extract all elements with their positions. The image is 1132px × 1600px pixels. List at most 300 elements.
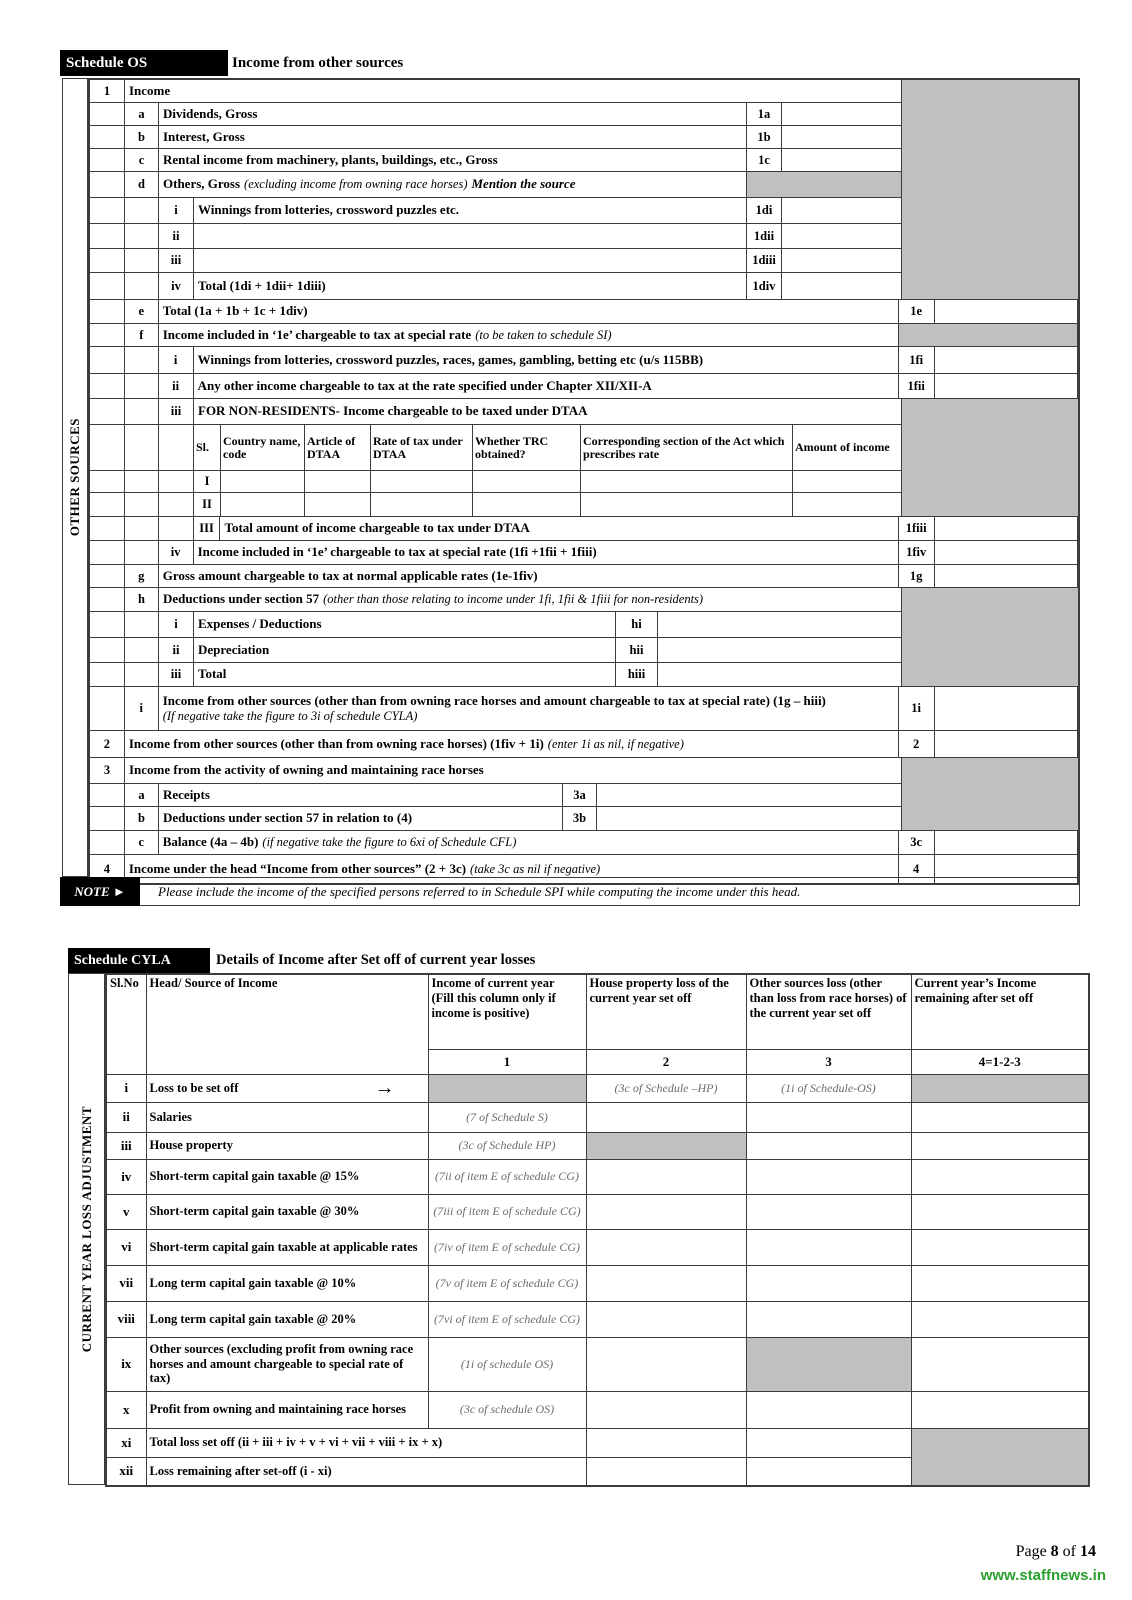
cyla-viii-col2[interactable] (586, 1301, 746, 1337)
cyla-v-col3[interactable] (746, 1194, 911, 1229)
colnum-2: 2 (586, 1049, 746, 1074)
row3c-label (159, 831, 899, 854)
row1f-letter: f (125, 324, 159, 346)
row1i-label (159, 687, 899, 730)
cyla-side-column (68, 973, 105, 1485)
table-row (90, 687, 1078, 731)
input-1b[interactable] (782, 126, 902, 148)
cyla-vi-col3[interactable] (746, 1229, 911, 1265)
dtaa-II-trc[interactable] (473, 493, 581, 516)
page-word: Page (1015, 1543, 1047, 1560)
row1b-text: Interest, Gross (163, 128, 245, 144)
row1fii-text: Any other income chargeable to tax at the rate specified under Chapter XII/XII-A (197, 377, 652, 393)
dtaa-II-amount[interactable] (793, 493, 902, 516)
row1-label (125, 80, 902, 102)
input-1a[interactable] (782, 103, 902, 125)
spacer (90, 198, 125, 223)
dtaa-col-amount: Amount of income (793, 425, 902, 470)
dtaa-I-country[interactable] (221, 471, 305, 492)
spacer (125, 663, 159, 686)
spacer (125, 638, 159, 662)
of-word: of (1062, 1543, 1076, 1560)
cyla-col-head: Head/ Source of Income (146, 974, 428, 1074)
row-sl: iii (106, 1132, 146, 1159)
row-sl: vi (106, 1229, 146, 1265)
colnum-1: 1 (428, 1049, 586, 1074)
row1a-letter: a (125, 103, 159, 125)
cyla-ix-col2[interactable] (586, 1337, 746, 1391)
spacer (125, 399, 159, 424)
cyla-vi-col2[interactable] (586, 1229, 746, 1265)
row1-text: Income (129, 82, 171, 98)
os-group-dtaa (90, 399, 1078, 517)
cyla-xii-col3[interactable] (746, 1457, 911, 1486)
table-row (90, 149, 902, 172)
row1e-letter: e (125, 300, 159, 323)
input-1c[interactable] (782, 149, 902, 171)
cyla-v-col2[interactable] (586, 1194, 746, 1229)
spacer (90, 103, 125, 125)
spacer (90, 831, 125, 854)
gray-cell (911, 1428, 1089, 1486)
schedule-cyla-table (105, 973, 1090, 1487)
table-row (90, 347, 1078, 374)
cyla-ix-col4[interactable] (911, 1337, 1089, 1391)
dtaa-II-section[interactable] (581, 493, 793, 516)
row1fiii-rom: iii (159, 399, 194, 424)
cyla-iv-col3[interactable] (746, 1159, 911, 1194)
row-ref: (7vi of item E of schedule CG) (428, 1301, 586, 1337)
row1fiii-label (194, 399, 902, 424)
row1d-letter: d (125, 172, 159, 197)
cyla-col-slno: Sl.No (106, 974, 146, 1074)
gray-cell (428, 1074, 586, 1102)
cyla-vii-col2[interactable] (586, 1265, 746, 1301)
row1f-bold: Income included in ‘1e’ chargeable to tax at special rate (162, 326, 472, 342)
spacer (125, 273, 159, 299)
cyla-row-vii (106, 1265, 1089, 1301)
input-hi[interactable] (658, 612, 902, 637)
rowhi-rom: i (159, 612, 194, 637)
input-1g[interactable] (935, 565, 1078, 587)
gray-cell (586, 1132, 746, 1159)
rowhii-rom: ii (159, 638, 194, 662)
row1f-label (159, 324, 899, 346)
row1fiv-rom: iv (159, 541, 194, 564)
spacer (90, 565, 125, 587)
table-row (90, 198, 902, 224)
row1fiv-code: 1fiv (899, 541, 935, 564)
rowhii-label (194, 638, 616, 662)
spacer (90, 347, 125, 373)
row3a-letter: a (125, 784, 159, 806)
row1div-rom: iv (159, 273, 194, 299)
cyla-row-v (106, 1194, 1089, 1229)
row1b-code: 1b (747, 126, 782, 148)
row1g-label (159, 565, 899, 587)
spacer (90, 300, 125, 323)
spacer (159, 493, 194, 516)
schedule-os-tag: Schedule OS (60, 50, 228, 76)
cyla-iv-col4[interactable] (911, 1159, 1089, 1194)
spacer (90, 425, 125, 470)
table-row (90, 541, 1078, 565)
input-hii[interactable] (658, 638, 902, 662)
gray-cell (899, 324, 1078, 346)
dtaa-row-II (90, 493, 902, 516)
cyla-row-i (106, 1074, 1089, 1102)
cyla-iii-col3[interactable] (746, 1132, 911, 1159)
spacer (125, 198, 159, 223)
spacer (90, 638, 125, 662)
spacer (90, 784, 125, 806)
row1c-label (159, 149, 747, 171)
spacer (159, 517, 194, 540)
input-1fii[interactable] (935, 374, 1078, 398)
rowhii-code: hii (616, 638, 658, 662)
row1-num: 1 (90, 80, 125, 102)
spacer (90, 687, 125, 730)
table-row (90, 807, 902, 830)
page-number (1016, 1543, 1096, 1561)
dtaa-col-article: Article of DTAA (305, 425, 371, 470)
cyla-row-vi (106, 1229, 1089, 1265)
row-head: Total loss set off (ii + iii + iv + v + vi + vii + viii + ix + x) (146, 1428, 586, 1457)
row-head: Loss remaining after set-off (i - xi) (146, 1457, 586, 1486)
spacer (90, 324, 125, 346)
gray-cell (746, 1337, 911, 1391)
input-hiii[interactable] (658, 663, 902, 686)
cyla-col-1-line1: Income of current year (431, 976, 555, 990)
row3a-text: Receipts (163, 786, 210, 802)
os-group-racehorses (90, 758, 1078, 831)
row1c-text: Rental income from machinery, plants, buildings, etc., Gross (163, 151, 498, 167)
rowhiii-code: hiii (616, 663, 658, 686)
spacer (90, 663, 125, 686)
dtaa-col-trc: Whether TRC obtained? (473, 425, 581, 470)
dtaa-II-article[interactable] (305, 493, 371, 516)
spacer (125, 493, 159, 516)
cyla-iii-col4[interactable] (911, 1132, 1089, 1159)
input-3c[interactable] (935, 831, 1078, 854)
spacer (125, 612, 159, 637)
cyla-ii-col3[interactable] (746, 1102, 911, 1132)
cyla-xii-col2[interactable] (586, 1457, 746, 1486)
cyla-row-iv (106, 1159, 1089, 1194)
spacer (90, 249, 125, 272)
cyla-vii-col3[interactable] (746, 1265, 911, 1301)
row4-italic: (take 3c as nil if negative) (470, 861, 601, 876)
schedule-cyla-title: Details of Income after Set off of current year losses (216, 952, 536, 968)
input-3b[interactable] (597, 807, 902, 830)
spacer (90, 224, 125, 248)
row1di-code: 1di (747, 198, 782, 223)
row1d-label (159, 172, 747, 197)
cyla-iv-col2[interactable] (586, 1159, 746, 1194)
dtaa-I-amount[interactable] (793, 471, 902, 492)
row1fii-code: 1fii (899, 374, 935, 398)
table-row (90, 399, 902, 425)
table-row (90, 831, 1078, 855)
dtaa-I-section[interactable] (581, 471, 793, 492)
cyla-xi-col2[interactable] (586, 1428, 746, 1457)
row1c-letter: c (125, 149, 159, 171)
row1fii-label (194, 374, 899, 398)
row3b-text: Deductions under section 57 in relation to (4) (163, 810, 413, 826)
spacer (159, 425, 194, 470)
colnum-4: 4=1-2-3 (911, 1049, 1089, 1074)
input-3a[interactable] (597, 784, 902, 806)
row4-num: 4 (90, 855, 125, 883)
cyla-header-row (106, 974, 1089, 1049)
cyla-row-x (106, 1391, 1089, 1428)
table-row (90, 300, 1078, 324)
rowhiii-label (194, 663, 616, 686)
page-num: 8 (1050, 1543, 1059, 1560)
row2-code: 2 (899, 731, 935, 757)
rowhii-text: Depreciation (198, 641, 270, 657)
row1g-code: 1g (899, 565, 935, 587)
cyla-col-1 (428, 974, 586, 1049)
dtaa-col-section: Corresponding section of the Act which prescribes rate (581, 425, 793, 470)
row1e-code: 1e (899, 300, 935, 323)
cyla-viii-col3[interactable] (746, 1301, 911, 1337)
row3a-code: 3a (563, 784, 597, 806)
row1fi-label (194, 347, 899, 373)
table-row (90, 172, 902, 198)
spacer (90, 541, 125, 564)
row1di-label (194, 198, 747, 223)
table-row (90, 80, 902, 103)
input-1i[interactable] (935, 687, 1078, 730)
row4-code: 4 (899, 855, 935, 883)
cyla-x-col4[interactable] (911, 1391, 1089, 1428)
os-side-label: OTHER SOURCES (67, 418, 82, 537)
gray-cell (747, 172, 902, 197)
gray-block (902, 399, 1078, 516)
spacer (90, 588, 125, 611)
row1h-italic: (other than those relating to income under 1fi, 1fii & 1fiii for non-residents) (323, 592, 704, 607)
ref-1i-schedule-os: (1i of Schedule-OS) (746, 1074, 911, 1102)
dtaa-I-rate[interactable] (371, 471, 473, 492)
row-ref: (3c of schedule OS) (428, 1391, 586, 1428)
row1di-rom: i (159, 198, 194, 223)
gray-block (902, 588, 1078, 686)
cyla-ii-col2[interactable] (586, 1102, 746, 1132)
input-1e[interactable] (935, 300, 1078, 323)
gray-block (902, 80, 1078, 299)
table-row (90, 273, 902, 299)
row1c-code: 1c (747, 149, 782, 171)
row1i-code: 1i (899, 687, 935, 730)
spacer (125, 471, 159, 492)
row-ref: (7iv of item E of schedule CG) (428, 1229, 586, 1265)
row-head: Long term capital gain taxable @ 10% (146, 1265, 428, 1301)
spacer (125, 425, 159, 470)
dtaa-col-rate: Rate of tax under DTAA (371, 425, 473, 470)
row-head: Short-term capital gain taxable at applicable rates (146, 1229, 428, 1265)
row1i-letter: i (125, 687, 159, 730)
dtaa-col-sl: Sl. (194, 425, 221, 470)
cyla-side-label: CURRENT YEAR LOSS ADJUSTMENT (78, 1105, 94, 1353)
spacer (125, 224, 159, 248)
cyla-col-1-line2: (Fill this column only if income is positive) (431, 991, 556, 1020)
row1diii-code: 1diii (747, 249, 782, 272)
row-sl: viii (106, 1301, 146, 1337)
row1a-label (159, 103, 747, 125)
row-sl: ix (106, 1337, 146, 1391)
row1div-label (194, 273, 747, 299)
row1fi-rom: i (159, 347, 194, 373)
row-head (146, 1074, 428, 1102)
spacer (90, 172, 125, 197)
input-1di[interactable] (782, 198, 902, 223)
cyla-vi-col4[interactable] (911, 1229, 1089, 1265)
row1di-text: Winnings from lotteries, crossword puzzles etc. (198, 202, 460, 218)
cyla-col-4: Current year’s Income remaining after set off (911, 974, 1089, 1049)
input-1dii-source[interactable] (194, 224, 747, 248)
row3a-label (159, 784, 563, 806)
row-ref: (1i of schedule OS) (428, 1337, 586, 1391)
row3-text: Income from the activity of owning and maintaining race horses (129, 762, 484, 778)
os-group-income (90, 80, 1078, 300)
row-sl: v (106, 1194, 146, 1229)
spacer (90, 517, 125, 540)
table-row (90, 249, 902, 273)
row1d-bolditalic: Mention the source (471, 176, 576, 192)
colnum-3: 3 (746, 1049, 911, 1074)
row1g-letter: g (125, 565, 159, 587)
table-row (90, 638, 902, 663)
row1fiii-total-label (220, 517, 898, 540)
row3b-code: 3b (563, 807, 597, 830)
row1dii-code: 1dii (747, 224, 782, 248)
row-sl: iv (106, 1159, 146, 1194)
input-1dii[interactable] (782, 224, 902, 248)
cyla-ii-col4[interactable] (911, 1102, 1089, 1132)
row1d-italic: (excluding income from owning race horses) (244, 177, 468, 192)
row1dii-rom: ii (159, 224, 194, 248)
table-row (90, 784, 902, 807)
spacer (90, 399, 125, 424)
spacer (125, 249, 159, 272)
dtaa-I-article[interactable] (305, 471, 371, 492)
ref-3c-schedule-hp: (3c of Schedule –HP) (586, 1074, 746, 1102)
right-arrow-icon: → (374, 1077, 395, 1099)
spacer (90, 612, 125, 637)
cyla-row-ix (106, 1337, 1089, 1391)
row1e-text: Total (1a + 1b + 1c + 1div) (162, 303, 308, 319)
spacer (90, 471, 125, 492)
row-sl: xii (106, 1457, 146, 1486)
row2-italic: (enter 1i as nil, if negative) (547, 736, 684, 751)
row1h-label (159, 588, 902, 611)
gray-block (902, 758, 1078, 830)
cyla-viii-col4[interactable] (911, 1301, 1089, 1337)
input-1div[interactable] (782, 273, 902, 299)
watermark-link[interactable]: www.staffnews.in (980, 1567, 1106, 1584)
dtaa-row-I (90, 471, 902, 493)
cyla-col-2: House property loss of the current year set off (586, 974, 746, 1049)
table-row (90, 374, 1078, 399)
schedule-os-title: Income from other sources (232, 55, 404, 71)
row-head: Short-term capital gain taxable @ 30% (146, 1194, 428, 1229)
row3c-bold: Balance (4a – 4b) (162, 834, 259, 850)
cyla-x-col2[interactable] (586, 1391, 746, 1428)
row1e-label (159, 300, 899, 323)
rowhiii-rom: iii (159, 663, 194, 686)
row2-bold: Income from other sources (other than from owning race horses) (1fiv + 1i) (128, 735, 544, 751)
spacer (90, 126, 125, 148)
dtaa-I-trc[interactable] (473, 471, 581, 492)
dtaa-II-country[interactable] (221, 493, 305, 516)
cyla-row-xi (106, 1428, 1089, 1457)
row-ref: (7ii of item E of schedule CG) (428, 1159, 586, 1194)
row1diii-rom: iii (159, 249, 194, 272)
table-row (90, 126, 902, 149)
row1i-italic: (If negative take the figure to 3i of schedule CYLA) (162, 708, 418, 723)
row1b-letter: b (125, 126, 159, 148)
input-1diii-source[interactable] (194, 249, 747, 272)
row-ref: (3c of Schedule HP) (428, 1132, 586, 1159)
row-head: Profit from owning and maintaining race horses (146, 1391, 428, 1428)
row1fiii-text: FOR NON-RESIDENTS- Income chargeable to be taxed under DTAA (198, 403, 588, 419)
schedule-cyla-tag: Schedule CYLA (68, 948, 210, 973)
rowhi-text: Expenses / Deductions (198, 616, 322, 632)
cyla-row-viii (106, 1301, 1089, 1337)
input-2[interactable] (935, 731, 1078, 757)
row1fii-rom: ii (159, 374, 194, 398)
dtaa-header-row (90, 425, 902, 471)
row1f-italic: (to be taken to schedule SI) (475, 327, 612, 342)
row4-bold: Income under the head “Income from other sources” (2 + 3c) (128, 860, 467, 876)
table-row (90, 103, 902, 126)
dtaa-II-sl: II (194, 493, 221, 516)
cyla-x-col3[interactable] (746, 1391, 911, 1428)
row-ref: (7 of Schedule S) (428, 1102, 586, 1132)
row1fi-code: 1fi (899, 347, 935, 373)
row3c-code: 3c (899, 831, 935, 854)
table-row (90, 588, 902, 612)
spacer (125, 374, 159, 398)
cyla-v-col4[interactable] (911, 1194, 1089, 1229)
spacer (90, 273, 125, 299)
input-1fiii[interactable] (935, 517, 1078, 540)
spacer (90, 493, 125, 516)
page-total: 14 (1080, 1543, 1096, 1560)
cyla-row-ii (106, 1102, 1089, 1132)
dtaa-I-sl: I (194, 471, 221, 492)
row1a-text: Dividends, Gross (163, 105, 258, 121)
row1div-text: Total (1di + 1dii+ 1diii) (198, 277, 326, 293)
input-1fi[interactable] (935, 347, 1078, 373)
row3-num: 3 (90, 758, 125, 783)
cyla-vii-col4[interactable] (911, 1265, 1089, 1301)
row1div-code: 1div (747, 273, 782, 299)
spacer (125, 517, 159, 540)
row3c-italic: (if negative take the figure to 6xi of Schedule CFL) (262, 835, 517, 850)
row-ref: (7iii of item E of schedule CG) (428, 1194, 586, 1229)
input-1diii[interactable] (782, 249, 902, 272)
cyla-xi-col3[interactable] (746, 1428, 911, 1457)
gray-cell (911, 1074, 1089, 1102)
input-1fiv[interactable] (935, 541, 1078, 564)
note-row (60, 877, 1080, 906)
dtaa-II-rate[interactable] (371, 493, 473, 516)
row3-label (125, 758, 902, 783)
row-sl: x (106, 1391, 146, 1428)
spacer (90, 374, 125, 398)
